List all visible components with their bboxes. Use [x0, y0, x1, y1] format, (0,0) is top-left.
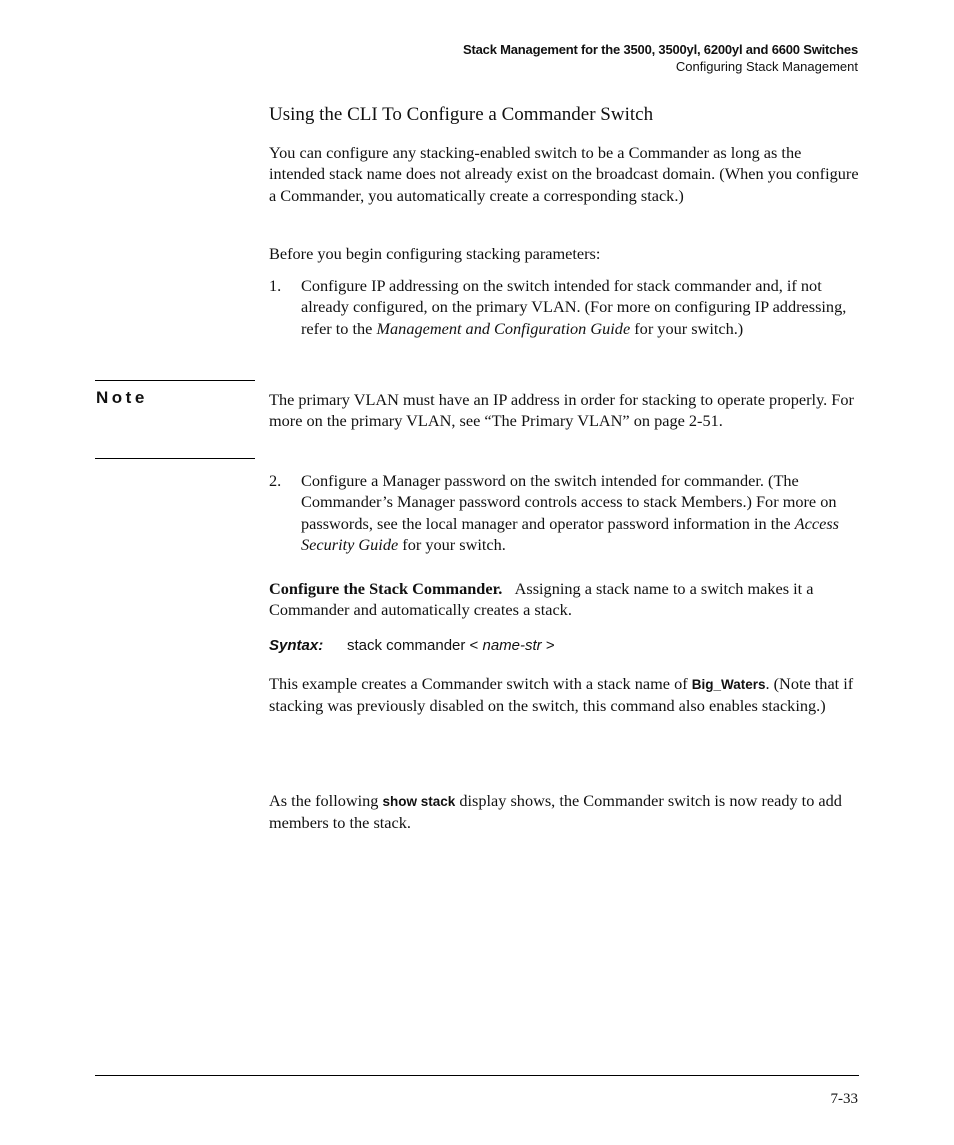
footer-rule — [95, 1075, 859, 1076]
show-stack-paragraph — [269, 790, 859, 834]
configure-text: Assigning a stack name to a switch makes it a Commander and automatically creates a stack. — [269, 579, 814, 620]
step-1-number: 1. — [269, 276, 282, 295]
step-2-text — [301, 470, 859, 556]
example-text-b: . (Note that if stacking was previously disabled on the switch, this command also enables stacking.) — [269, 674, 854, 716]
syntax-arg: name-str — [482, 637, 542, 654]
note-top-rule — [95, 380, 255, 381]
syntax-arg-close: > — [541, 637, 555, 654]
step-2 — [269, 470, 859, 556]
show-text-a: As the following — [269, 791, 383, 810]
step-1-text-a: Configure IP addressing on the switch intended for stack commander and, if not already configured, on the primary VLAN. (For more on configuring IP addressing, refer to the — [301, 276, 847, 338]
step-1 — [269, 275, 859, 339]
running-header-title: Stack Management for the 3500, 3500yl, 6200yl and 6600 Switches — [463, 42, 858, 57]
before-paragraph — [269, 243, 859, 264]
configure-paragraph — [269, 578, 859, 621]
stack-name-example: Big_Waters — [691, 677, 766, 692]
show-stack-command: show stack — [382, 794, 456, 809]
syntax-line — [269, 636, 555, 656]
running-header-subtitle: Configuring Stack Management — [675, 59, 858, 74]
note-bottom-rule — [95, 458, 255, 459]
page-number: 7-33 — [830, 1091, 858, 1107]
show-text-b: display shows, the Commander switch is now ready to add members to the stack. — [269, 791, 842, 833]
section-title: Using the CLI To Configure a Commander Switch — [269, 104, 654, 125]
step-1-text-b: for your switch.) — [630, 318, 744, 338]
syntax-label: Syntax: — [269, 637, 324, 654]
example-paragraph — [269, 673, 859, 717]
syntax-command-name: stack commander — [347, 637, 466, 654]
step-1-text — [301, 275, 859, 339]
step-1-guide-title: Management and Configuration Guide — [376, 318, 631, 338]
configure-heading: Configure the Stack Commander. — [269, 579, 503, 598]
syntax-command — [347, 636, 555, 656]
syntax-arg-open: < — [465, 637, 483, 654]
intro-text: You can configure any stacking-enabled switch to be a Commander as long as the intended stack name does not already exist on the broadcast domain. (When you configure a Commander, you automatically create a corresponding stack.) — [269, 143, 859, 205]
before-text: Before you begin configuring stacking parameters: — [269, 244, 601, 263]
note-label: Note — [96, 388, 148, 407]
step-2-text-b: for your switch. — [398, 535, 506, 555]
step-2-guide-title: Access Security Guide — [301, 513, 840, 555]
note-text: The primary VLAN must have an IP address in order for stacking to operate properly. For more on the primary VLAN, see “The Primary VLAN” on page 2-51. — [269, 390, 854, 431]
intro-paragraph — [269, 142, 859, 206]
example-text-a: This example creates a Commander switch with a stack name of — [269, 674, 692, 693]
step-2-number: 2. — [269, 471, 282, 490]
note-box — [269, 389, 859, 432]
step-2-text-a: Configure a Manager password on the switch intended for commander. (The Commander’s Manager password controls access to stack Members.) For more on passwords, see the local manager and operator password information in the — [301, 471, 837, 533]
